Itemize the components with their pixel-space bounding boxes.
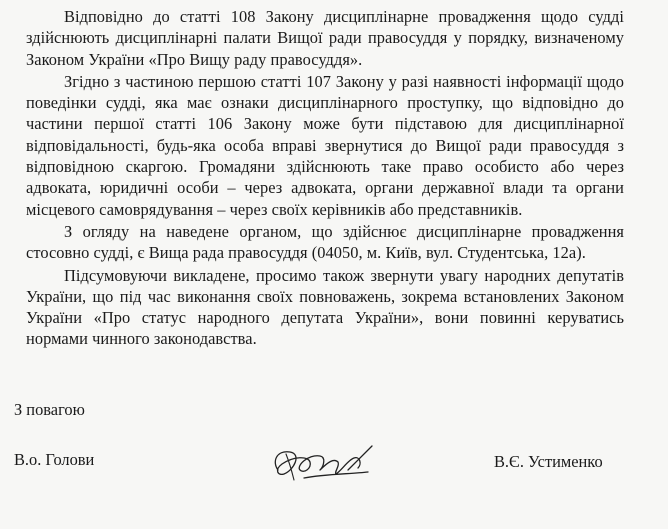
paragraph-article-108: Відповідно до статті 108 Закону дисциплінарне провадження щодо судді здійснюють дисциплінарні палати Вищої ради правосуддя у порядку, визначеному Законом України «Про Вищу раду правосуддя». — [26, 7, 624, 69]
paragraph-article-107: Згідно з частиною першою статті 107 Закону у разі наявності інформації щодо поведінки судді, яка має ознаки дисциплінарного проступку, що відповідно до частини першої статті 106 Закону може бути підставою для дисциплінарної відповідальності, будь-яка особа вправі звернутися до Вищої ради правосуддя з відповідною скаргою. Громадяни здійснюють таке право особисто або через адвоката, юридичні особи – через адвоката, органи державної влади та органи місцевого самоврядування – через своїх керівників або представників. — [26, 71, 624, 219]
signature-block — [0, 440, 668, 490]
paragraph-summary: Підсумовуючи викладене, просимо також звернути увагу народних депутатів України, що під час виконання своїх повноважень, зокрема встановлених Законом України «Про статус народного депутата України», вони повинні керуватись нормами чинного законодавства. — [26, 265, 624, 349]
closing-phrase: З повагою — [14, 400, 85, 419]
signatory-name: В.Є. Устименко — [494, 452, 603, 471]
handwritten-signature — [264, 440, 384, 486]
paragraph-high-council-address: З огляду на наведене органом, що здійснює дисциплінарне провадження стосовно судді, є Вища рада правосуддя (04050, м. Київ, вул. Студентська, 12а). — [26, 221, 624, 263]
letter-body — [26, 6, 624, 351]
signatory-role: В.о. Голови — [14, 450, 95, 469]
